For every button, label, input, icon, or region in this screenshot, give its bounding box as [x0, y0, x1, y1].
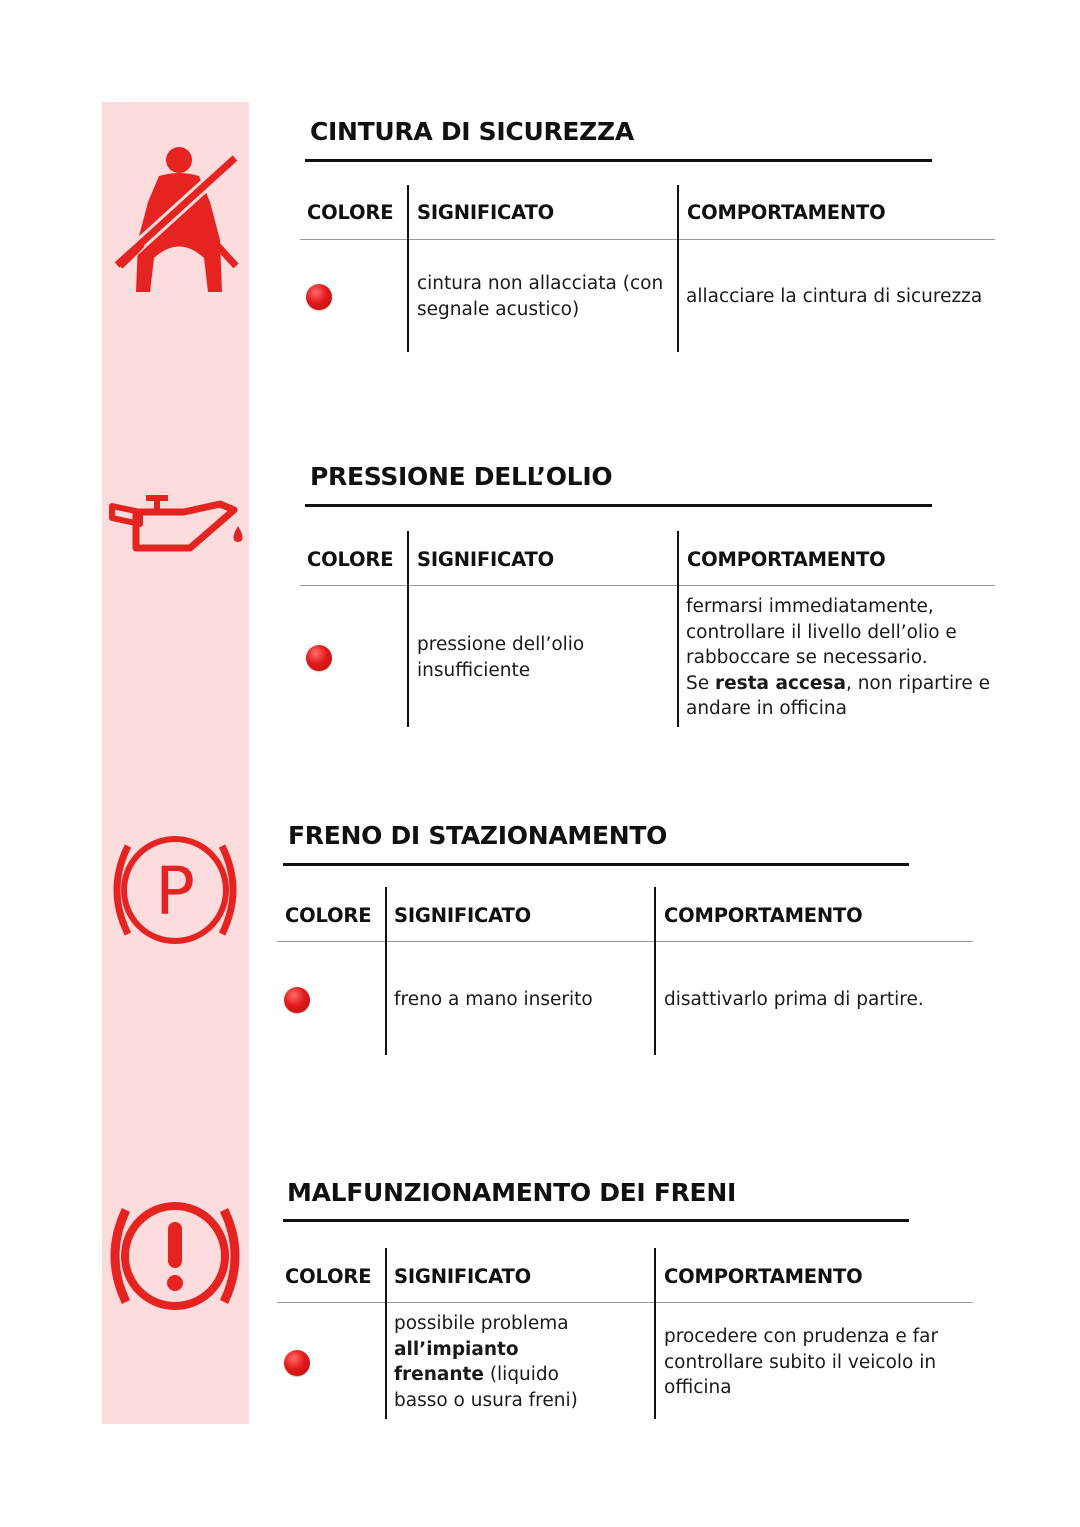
header-comportamento: COMPORTAMENTO	[664, 1265, 863, 1288]
brake-warning-icon	[104, 1200, 246, 1312]
header-comportamento: COMPORTAMENTO	[687, 201, 886, 224]
comportamento-cell	[686, 594, 991, 722]
significato-cell: freno a mano inserito	[394, 989, 593, 1010]
svg-text:P: P	[155, 853, 195, 930]
header-significato: SIGNIFICATO	[417, 201, 555, 224]
section-title: MALFUNZIONAMENTO DEI FRENI	[287, 1178, 736, 1207]
column-divider	[407, 531, 409, 727]
header-comportamento: COMPORTAMENTO	[664, 904, 863, 927]
significato-cell: pressione dell’olio insufficiente	[417, 634, 585, 681]
header-significato: SIGNIFICATO	[394, 1265, 532, 1288]
column-divider	[385, 887, 387, 1055]
header-significato: SIGNIFICATO	[394, 904, 532, 927]
comportamento-text: fermarsi immediatamente, controllare il livello dell’olio e rabboccare se necessario.	[686, 596, 957, 668]
oil-can-icon	[108, 492, 248, 556]
column-divider	[677, 531, 679, 727]
red-color-dot	[284, 987, 310, 1013]
title-rule	[305, 504, 932, 507]
header-rule	[277, 1302, 973, 1303]
column-divider	[654, 1248, 656, 1419]
section-title: FRENO DI STAZIONAMENTO	[288, 821, 668, 850]
header-rule	[277, 941, 973, 942]
comportamento-bold: resta accesa	[715, 672, 846, 694]
significato-cell	[394, 1311, 614, 1413]
significato-text: possibile problema	[394, 1313, 569, 1334]
comportamento-text: , non ripartire e andare in officina	[686, 672, 991, 719]
title-rule	[283, 1219, 909, 1222]
parking-brake-icon	[104, 834, 246, 946]
header-rule	[300, 239, 995, 240]
column-divider	[677, 185, 679, 352]
comportamento-text: Se	[686, 672, 716, 694]
header-colore: COLORE	[307, 201, 394, 224]
red-color-dot	[284, 1350, 310, 1376]
seatbelt-icon	[112, 140, 242, 298]
header-colore: COLORE	[307, 548, 394, 571]
column-divider	[407, 185, 409, 352]
red-color-dot	[306, 645, 332, 671]
title-rule	[283, 863, 909, 866]
significato-bold: all’impianto frenante	[394, 1338, 519, 1385]
comportamento-cell: procedere con prudenza e far controllare subito il veicolo in officina	[664, 1326, 939, 1398]
header-rule	[300, 585, 995, 586]
significato-cell: cintura non allacciata (con segnale acustico)	[417, 273, 664, 320]
title-rule	[305, 159, 932, 162]
red-color-dot	[306, 284, 332, 310]
section-title: PRESSIONE DELL’OLIO	[310, 462, 613, 491]
section-title: CINTURA DI SICUREZZA	[310, 117, 634, 146]
comportamento-cell: allacciare la cintura di sicurezza	[686, 286, 983, 307]
comportamento-cell: disattivarlo prima di partire.	[664, 989, 924, 1010]
header-colore: COLORE	[285, 1265, 372, 1288]
column-divider	[654, 887, 656, 1055]
header-significato: SIGNIFICATO	[417, 548, 555, 571]
significato-text: (liquido basso o usura freni)	[394, 1364, 578, 1411]
column-divider	[385, 1248, 387, 1419]
header-comportamento: COMPORTAMENTO	[687, 548, 886, 571]
header-colore: COLORE	[285, 904, 372, 927]
